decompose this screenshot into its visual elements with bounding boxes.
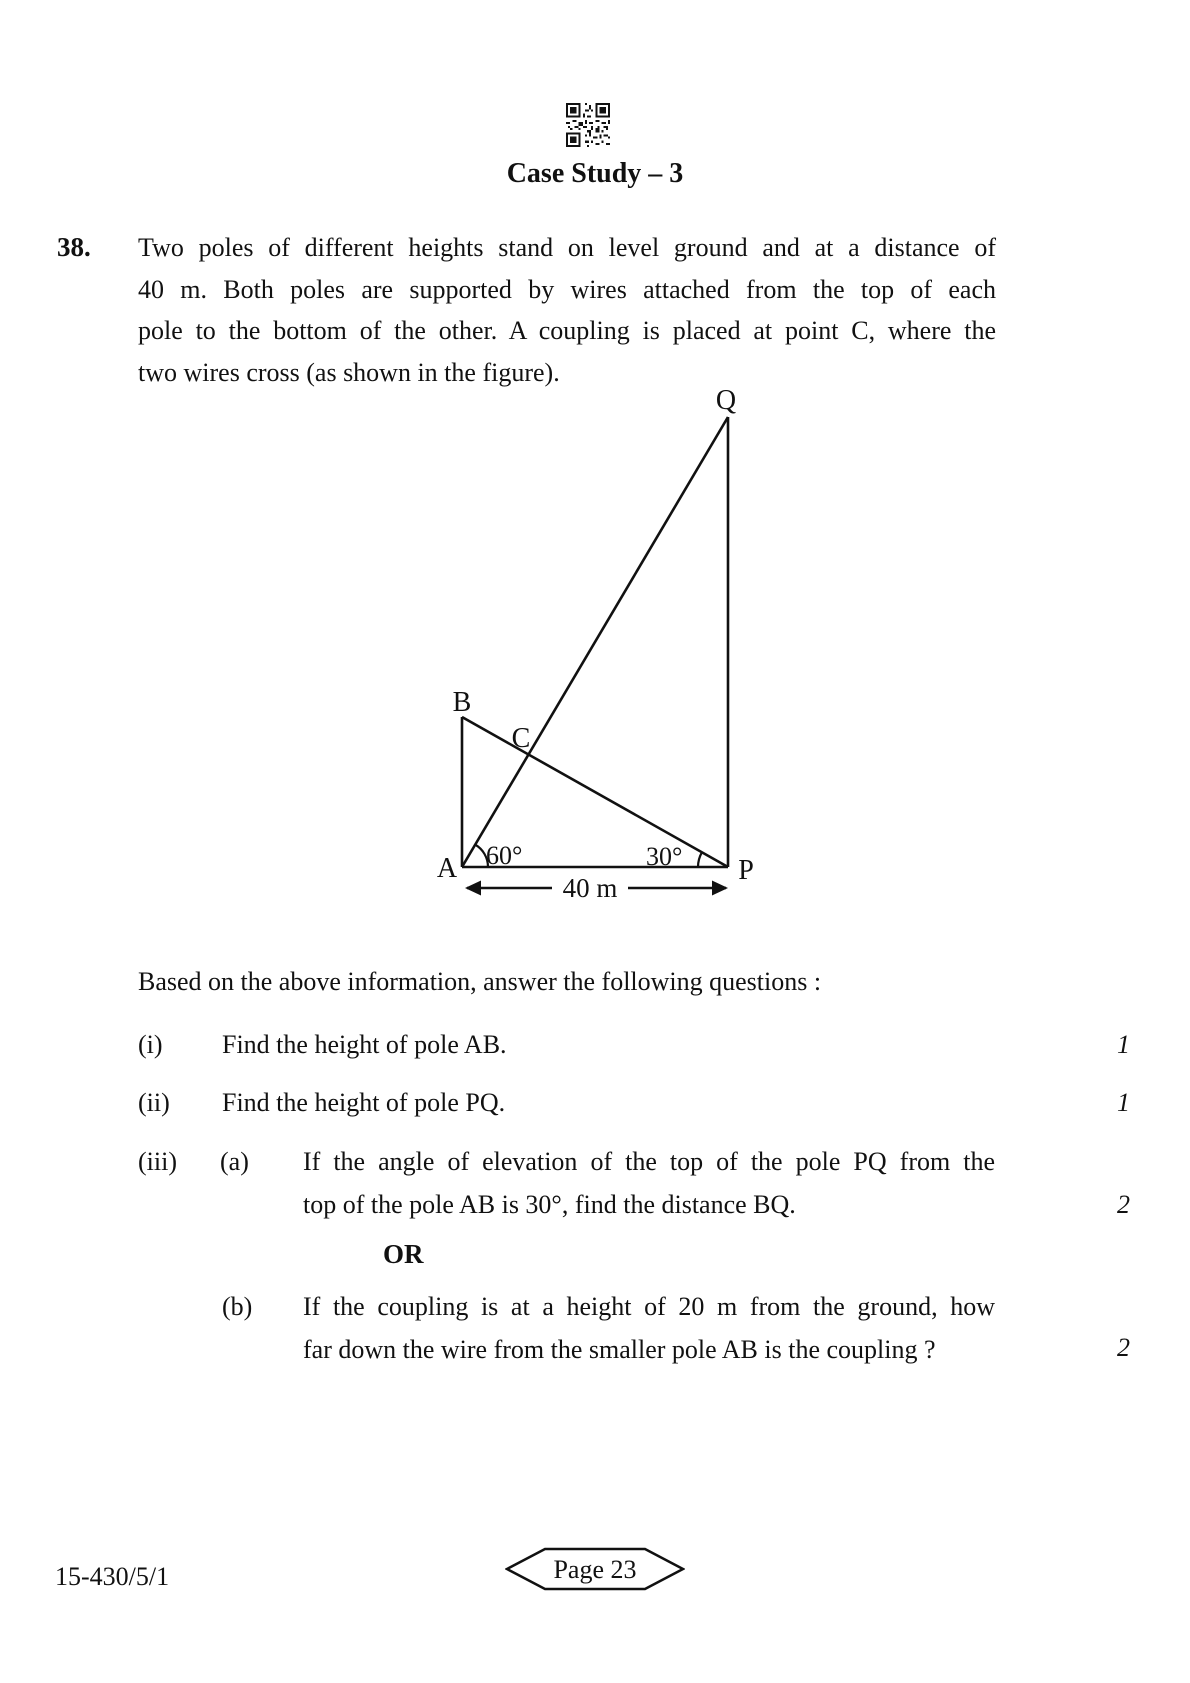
point-label-b: B	[452, 687, 472, 718]
part-iii-b-line-1: If the coupling is at a height of 20 m from the ground, how	[303, 1292, 995, 1321]
angle-label-60: 60°	[486, 841, 523, 870]
page-badge	[505, 1546, 685, 1592]
part-i-text: Find the height of pole AB.	[222, 1030, 507, 1059]
qr-code-icon	[566, 101, 610, 149]
part-iii-a-marks: 2	[1117, 1190, 1130, 1219]
page-number-label: Page 23	[553, 1555, 637, 1584]
arrowhead-left-icon	[465, 881, 481, 896]
question-line-1: Two poles of different heights stand on level ground and at a distance of	[138, 233, 996, 262]
poles-figure	[400, 380, 790, 910]
base-distance-label: 40 m	[562, 873, 618, 903]
point-label-a: A	[436, 853, 458, 884]
wire-aq-line	[462, 417, 728, 867]
question-line-3: pole to the bottom of the other. A coupling is placed at point C, where the	[138, 316, 996, 345]
angle-arc-p	[698, 852, 702, 867]
part-ii-label: (ii)	[138, 1088, 170, 1117]
case-study-title: Case Study – 3	[506, 158, 684, 189]
part-iii-b-marks: 2	[1117, 1333, 1130, 1362]
point-label-q: Q	[715, 385, 737, 416]
part-iii-a-label: (a)	[220, 1147, 249, 1176]
part-iii-b-line-2: far down the wire from the smaller pole AB is the coupling ?	[303, 1335, 936, 1364]
paper-code: 15-430/5/1	[55, 1562, 170, 1591]
part-iii-b-label: (b)	[222, 1292, 253, 1321]
part-ii-marks: 1	[1117, 1088, 1130, 1117]
part-iii-a-line-2: top of the pole AB is 30°, find the distance BQ.	[303, 1190, 796, 1219]
point-label-c: C	[511, 723, 531, 754]
part-iii-label: (iii)	[138, 1147, 177, 1176]
question-number: 38.	[57, 232, 91, 262]
part-ii-text: Find the height of pole PQ.	[222, 1088, 506, 1117]
part-iii-b-text	[303, 1291, 995, 1366]
intro-text: Based on the above information, answer the following questions :	[138, 967, 822, 996]
question-paragraph	[138, 227, 996, 393]
point-label-p: P	[738, 855, 754, 886]
question-line-2: 40 m. Both poles are supported by wires attached from the top of each	[138, 274, 996, 304]
angle-label-30: 30°	[646, 842, 683, 871]
part-iii-a-line-1: If the angle of elevation of the top of the pole PQ from the	[303, 1147, 995, 1176]
or-separator: OR	[383, 1239, 424, 1269]
question-line-4: two wires cross (as shown in the figure).	[138, 357, 560, 387]
arrowhead-right-icon	[712, 881, 728, 896]
part-i-label: (i)	[138, 1030, 163, 1059]
part-i-marks: 1	[1117, 1030, 1130, 1059]
part-iii-a-text	[303, 1146, 995, 1221]
